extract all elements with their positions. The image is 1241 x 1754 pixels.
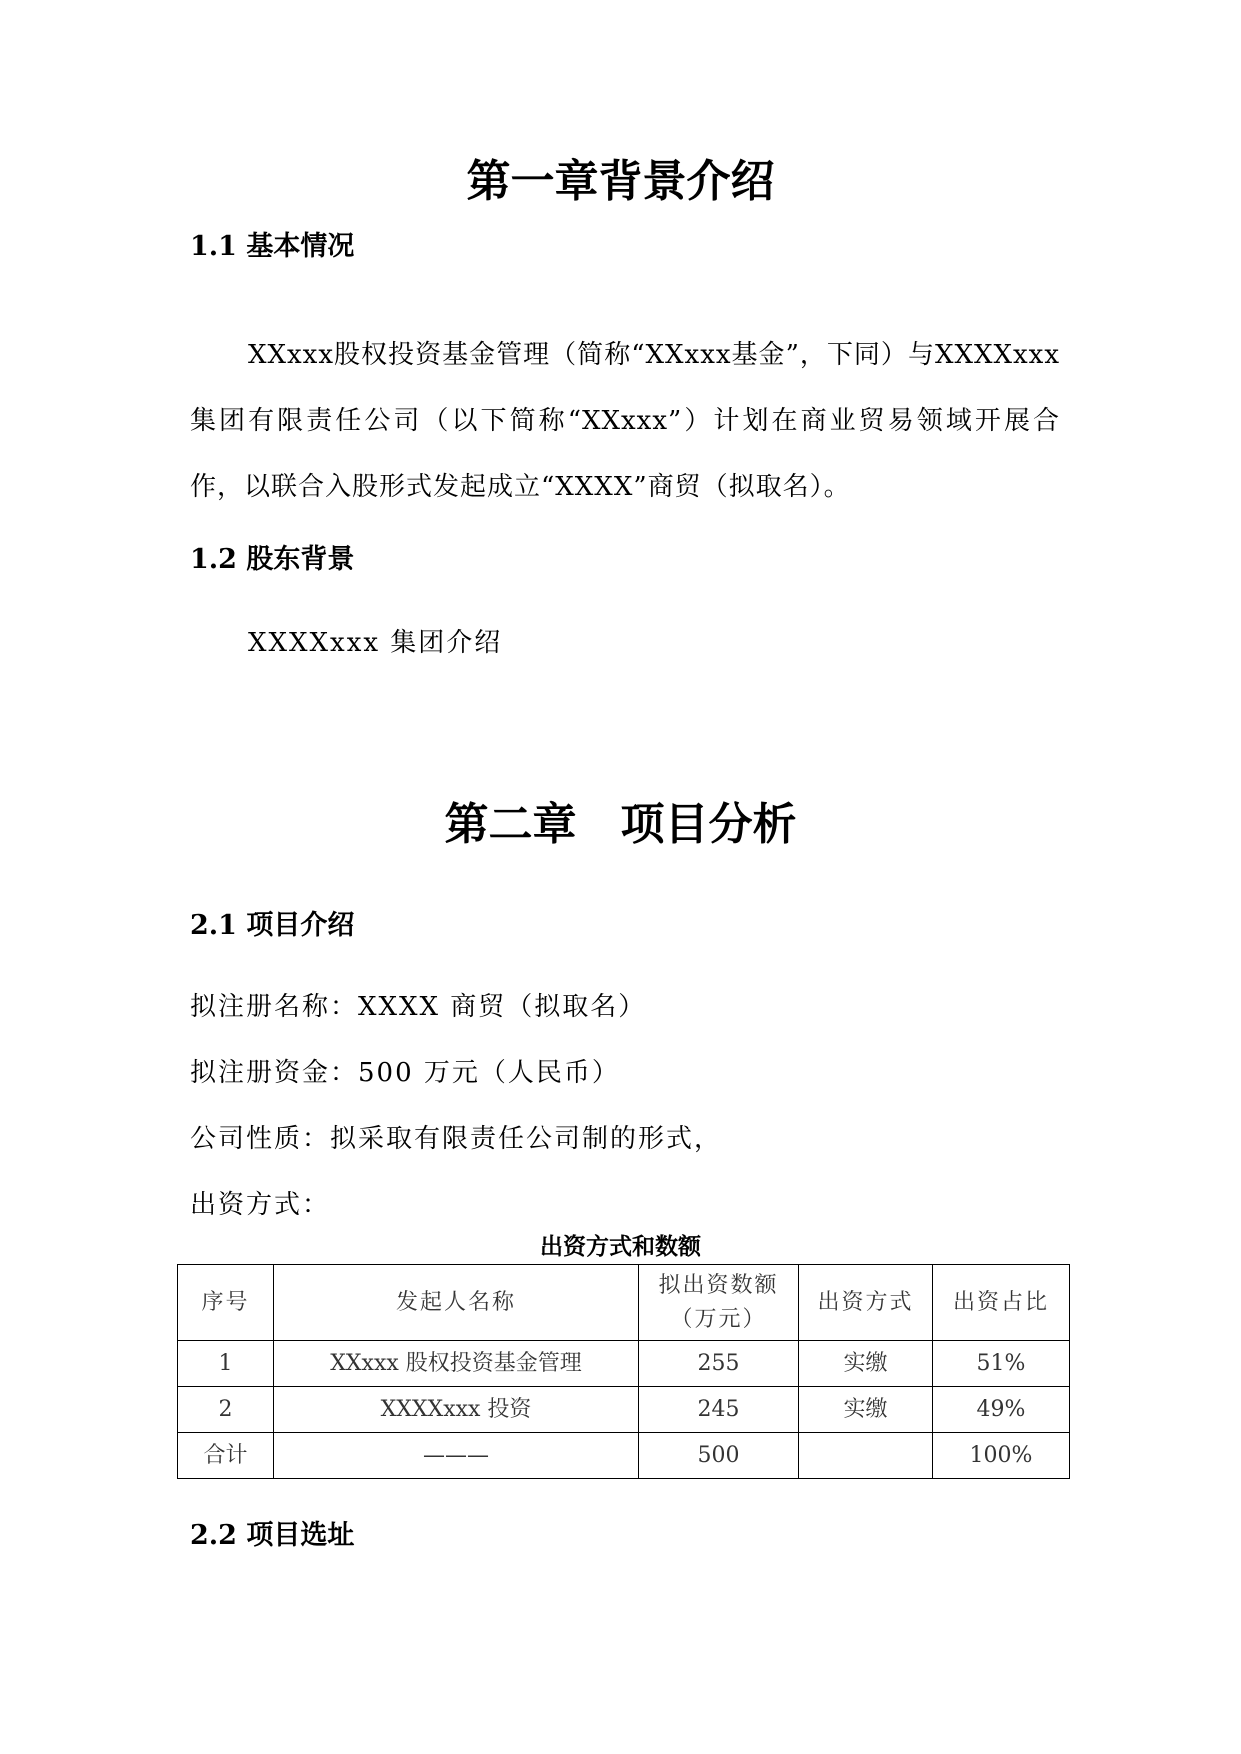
section-2-2-heading: 2.2 项目选址 bbox=[190, 1520, 355, 1551]
investment-method-line: 出资方式： bbox=[190, 1190, 331, 1220]
cell-investment-amount: 255 bbox=[639, 1341, 799, 1387]
cell-initiator-name: XXXXxxx 投资 bbox=[274, 1387, 639, 1433]
cell-serial: 1 bbox=[178, 1341, 274, 1387]
cell-initiator-name: XXxxx 股权投资基金管理 bbox=[274, 1341, 639, 1387]
shareholder-intro-text: XXXXxxx 集团介绍 bbox=[248, 628, 503, 658]
header-serial: 序号 bbox=[178, 1265, 274, 1341]
header-initiator-name: 发起人名称 bbox=[274, 1265, 639, 1341]
table-caption: 出资方式和数额 bbox=[540, 1233, 701, 1260]
table-row bbox=[178, 1387, 1070, 1433]
chapter-1-title: 第一章背景介绍 bbox=[466, 156, 775, 207]
section-2-1-heading: 2.1 项目介绍 bbox=[190, 910, 355, 941]
cell-total-dash: ——— bbox=[274, 1433, 639, 1479]
cell-investment-amount: 245 bbox=[639, 1387, 799, 1433]
cell-investment-method: 实缴 bbox=[799, 1387, 933, 1433]
investment-table bbox=[177, 1264, 1070, 1479]
header-investment-ratio: 出资占比 bbox=[933, 1265, 1070, 1341]
table-total-row bbox=[178, 1433, 1070, 1479]
table-row bbox=[178, 1341, 1070, 1387]
header-investment-amount: 拟出资数额（万元） bbox=[639, 1265, 799, 1341]
section-1-1-heading: 1.1 基本情况 bbox=[190, 231, 355, 262]
cell-serial: 2 bbox=[178, 1387, 274, 1433]
header-investment-method: 出资方式 bbox=[799, 1265, 933, 1341]
table-header-row bbox=[178, 1265, 1070, 1341]
section-1-2-heading: 1.2 股东背景 bbox=[190, 544, 355, 575]
cell-investment-ratio: 49% bbox=[933, 1387, 1070, 1433]
cell-total-amount: 500 bbox=[639, 1433, 799, 1479]
registered-capital-line: 拟注册资金：500 万元（人民币） bbox=[190, 1058, 620, 1088]
section-1-1-paragraph: XXxxx股权投资基金管理（简称“XXxxx基金”，下同）与XXXXxxx集团有限责任公司（以下简称“XXxxx”）计划在商业贸易领域开展合作，以联合入股形式发起成立“XXXX”商贸（拟取名）。 bbox=[190, 340, 1060, 502]
cell-total-label: 合计 bbox=[178, 1433, 274, 1479]
registered-name-line: 拟注册名称：XXXX 商贸（拟取名） bbox=[190, 992, 647, 1022]
cell-investment-method: 实缴 bbox=[799, 1341, 933, 1387]
cell-investment-ratio: 51% bbox=[933, 1341, 1070, 1387]
cell-total-ratio: 100% bbox=[933, 1433, 1070, 1479]
chapter-2-title: 第二章 项目分析 bbox=[444, 799, 797, 850]
company-nature-line: 公司性质：拟采取有限责任公司制的形式， bbox=[190, 1124, 723, 1154]
cell-total-method bbox=[799, 1433, 933, 1479]
